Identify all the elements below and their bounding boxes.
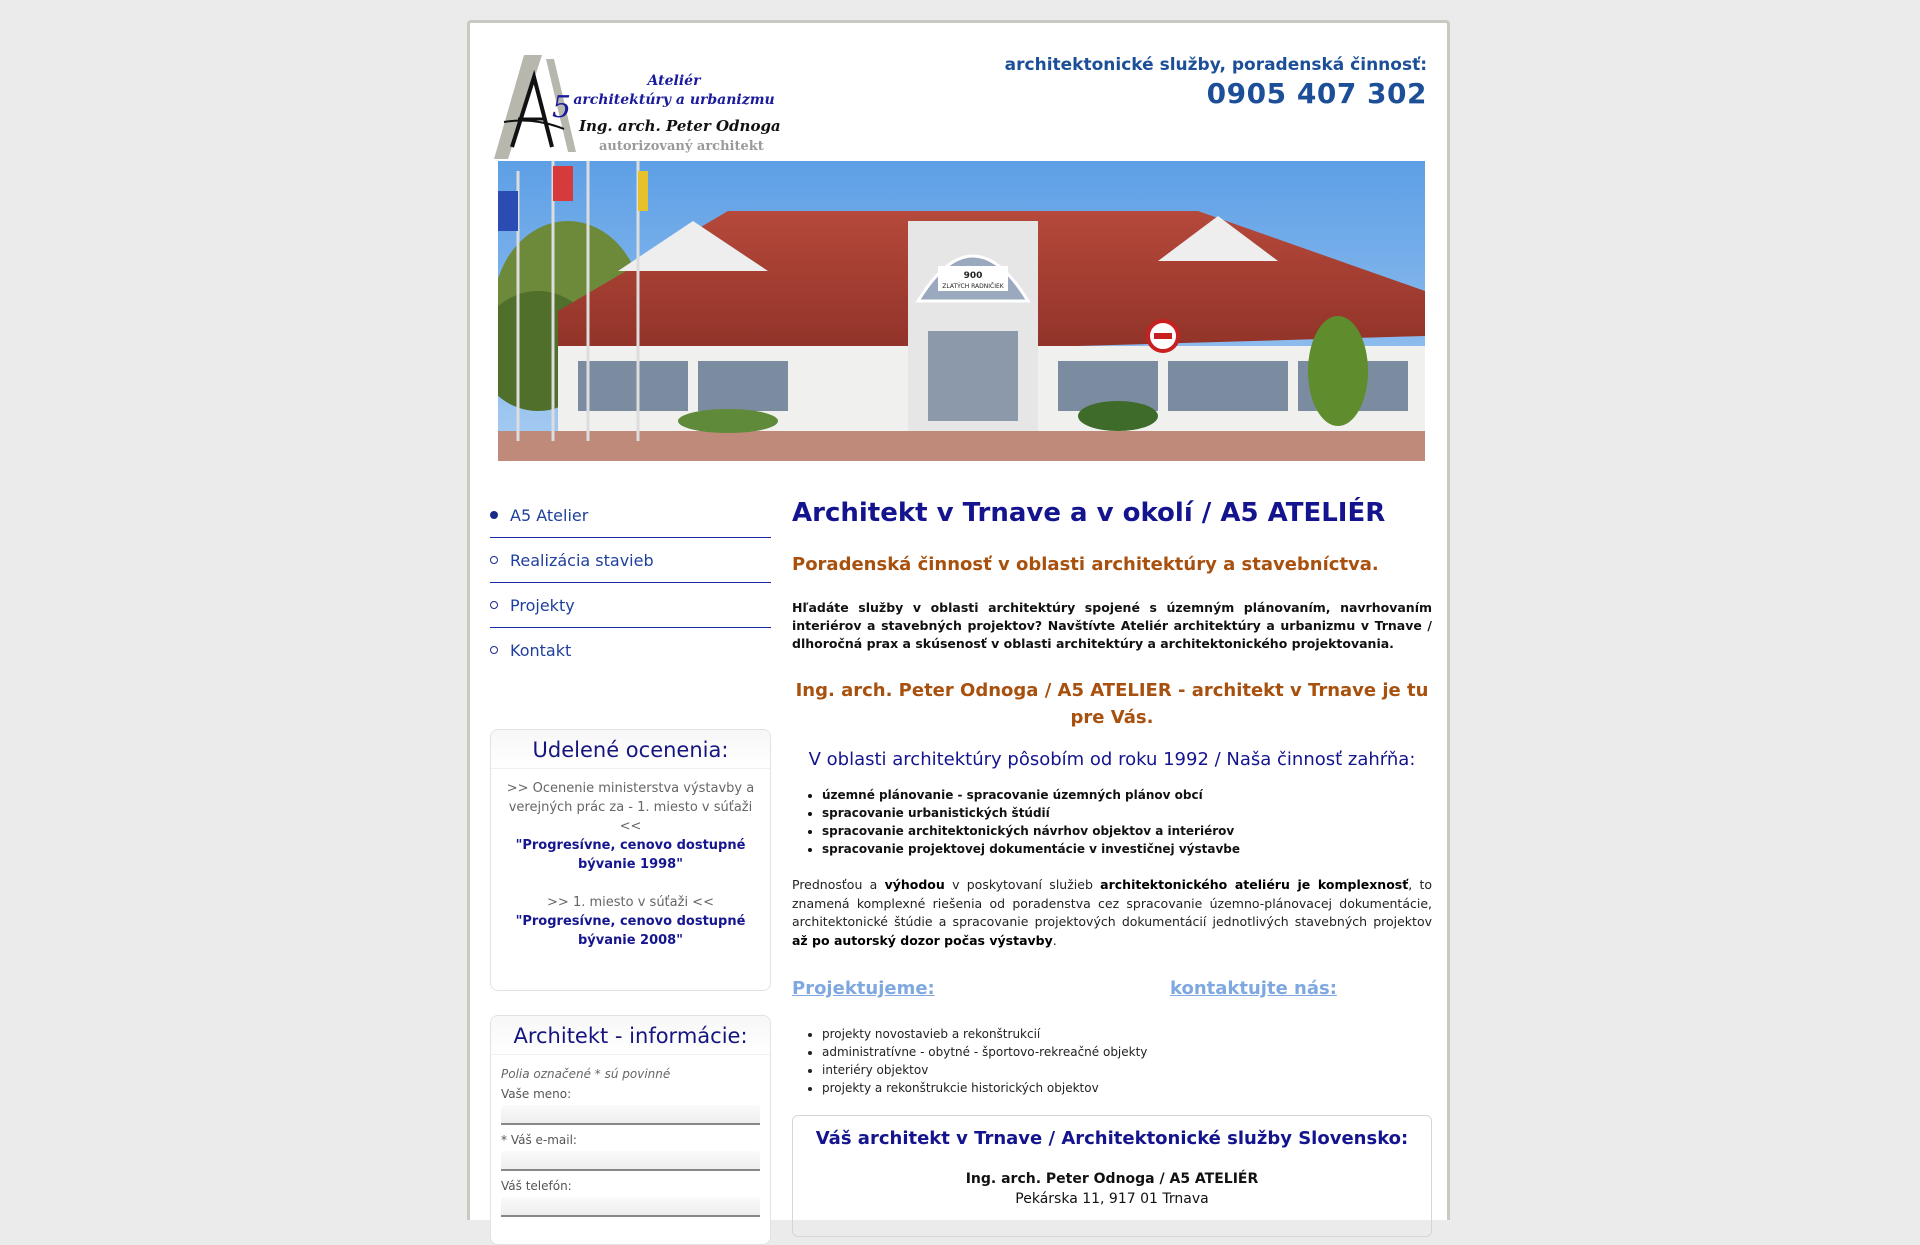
bullet-circle-icon [490, 646, 498, 654]
activities-list [792, 786, 1432, 858]
nav-label: Realizácia stavieb [510, 550, 654, 570]
email-label: * Váš e-mail: [501, 1133, 577, 1147]
town-hall-building-image [498, 161, 1425, 461]
nav-item-projekty[interactable] [490, 583, 771, 628]
award-1-title: "Progresívne, cenovo dostupné bývanie 1998" [515, 838, 746, 872]
list-item: • spracovanie urbanistických štúdií [822, 804, 1432, 822]
main-content [792, 473, 1432, 1237]
nav-item-kontakt[interactable] [490, 628, 771, 672]
email-input[interactable] [501, 1151, 760, 1171]
adv-text-3: , to znamená komplexné riešenia od poradenstva cez spracovanie územno-plánovacej dokumentácie, architektonické štúdie a spracovanie projektových dokumentácií jednotlivých stavebných projektov [792, 877, 1433, 929]
form-title: Architekt - informácie: [491, 1016, 770, 1055]
bullet-circle-icon [490, 556, 498, 564]
address-box [792, 1115, 1432, 1237]
nav-label: A5 Atelier [510, 505, 589, 525]
page-subtitle: Poradenská činnosť v oblasti architektúry a stavebníctva. [792, 554, 1379, 575]
adv-text-1: Prednosťou a [792, 877, 885, 892]
header-contact [1005, 55, 1427, 110]
list-item: • administratívne - obytné - športovo-rekreačné objekty [822, 1043, 1432, 1061]
nav-label: Kontakt [510, 640, 572, 660]
info-form-box [490, 1015, 771, 1245]
page-title: Architekt v Trnave a v okolí / A5 ATELIÉR [792, 498, 1386, 528]
site-logo[interactable] [494, 47, 784, 162]
section-links [792, 978, 1432, 999]
logo-line-authorized: autorizovaný architekt [599, 139, 764, 154]
logo-line-architecture: architektúry a urbanizmu [573, 92, 775, 108]
awards-box [490, 729, 771, 991]
hero-image [498, 161, 1425, 461]
sidebar-nav [490, 493, 771, 672]
adv-text-2: v poskytovaní služieb [944, 877, 1101, 892]
adv-bold-2: architektonického ateliéru je komplexnosť [1100, 877, 1409, 892]
header-services: architektonické služby, poradenská činnosť: [1004, 55, 1427, 75]
a5-logo-icon [494, 47, 584, 162]
address-street: Pekárska 11, 917 01 Trnava [1015, 1191, 1209, 1207]
adv-bold-1: výhodou [884, 877, 945, 892]
contact-link[interactable]: kontaktujte nás: [1170, 978, 1337, 999]
name-input[interactable] [501, 1105, 760, 1125]
bullet-circle-icon [490, 601, 498, 609]
svg-text:5: 5 [552, 90, 572, 125]
hero-sign-line2: ZLATÝCH RADNIČIEK [942, 283, 1004, 290]
architect-heading: Ing. arch. Peter Odnoga / A5 ATELIER - architekt v Trnave je tu pre Vás. [795, 680, 1429, 728]
adv-bold-3: až po autorský dozor počas výstavby [792, 932, 1053, 948]
list-item: • spracovanie architektonických návrhov objektov a interiérov [822, 822, 1432, 840]
header-phone[interactable]: 0905 407 302 [1206, 77, 1427, 110]
adv-text-4: . [1052, 932, 1057, 948]
advantage-paragraph [792, 876, 1432, 950]
list-item: • spracovanie projektovej dokumentácie v investičnej výstavbe [822, 840, 1432, 858]
projects-link[interactable]: Projektujeme: [792, 978, 935, 999]
list-item: • interiéry objektov [822, 1061, 1432, 1079]
list-item: • projekty a rekonštrukcie historických objektov [822, 1079, 1432, 1097]
logo-line-atelier: Ateliér [647, 73, 701, 89]
phone-input[interactable] [501, 1197, 760, 1217]
logo-line-name: Ing. arch. Peter Odnoga [579, 117, 781, 135]
address-title: Váš architekt v Trnave / Architektonické služby Slovensko: [815, 1128, 1409, 1149]
awards-title: Udelené ocenenia: [491, 730, 770, 769]
list-item: • územné plánovanie - spracovanie územných plánov obcí [822, 786, 1432, 804]
activities-heading: V oblasti architektúry pôsobím od roku 1992 / Naša činnosť zahŕňa: [808, 749, 1416, 770]
bullet-filled-icon [490, 511, 498, 519]
hero-sign-line1: 900 [963, 271, 983, 281]
intro-paragraph: Hľadáte služby v oblasti architektúry spojené s územným plánovaním, navrhovaním interiérov a stavebných projektov? Navštívte Ateliér architektúry a urbanizmu v Trnave / dlhoročná prax a skúsenosť v oblasti architektúry a architektonického projektovania. [792, 600, 1432, 651]
award-2-text: >> 1. miesto v súťaži << [547, 895, 714, 910]
phone-label: Váš telefón: [501, 1179, 572, 1193]
page-container [467, 20, 1450, 1220]
projects-list [792, 1025, 1432, 1097]
required-note: Polia označené * sú povinné [501, 1067, 671, 1081]
list-item: • projekty novostavieb a rekonštrukcií [822, 1025, 1432, 1043]
nav-item-realizacia[interactable] [490, 538, 771, 583]
address-name: Ing. arch. Peter Odnoga / A5 ATELIÉR [965, 1171, 1259, 1187]
award-2-title: "Progresívne, cenovo dostupné bývanie 2008" [515, 914, 746, 948]
nav-item-a5-atelier[interactable] [490, 493, 771, 538]
name-label: Vaše meno: [501, 1087, 572, 1101]
award-1-text: >> Ocenenie ministerstva výstavby a verejných prác za - 1. miesto v súťaži << [506, 781, 755, 834]
nav-label: Projekty [510, 595, 575, 615]
